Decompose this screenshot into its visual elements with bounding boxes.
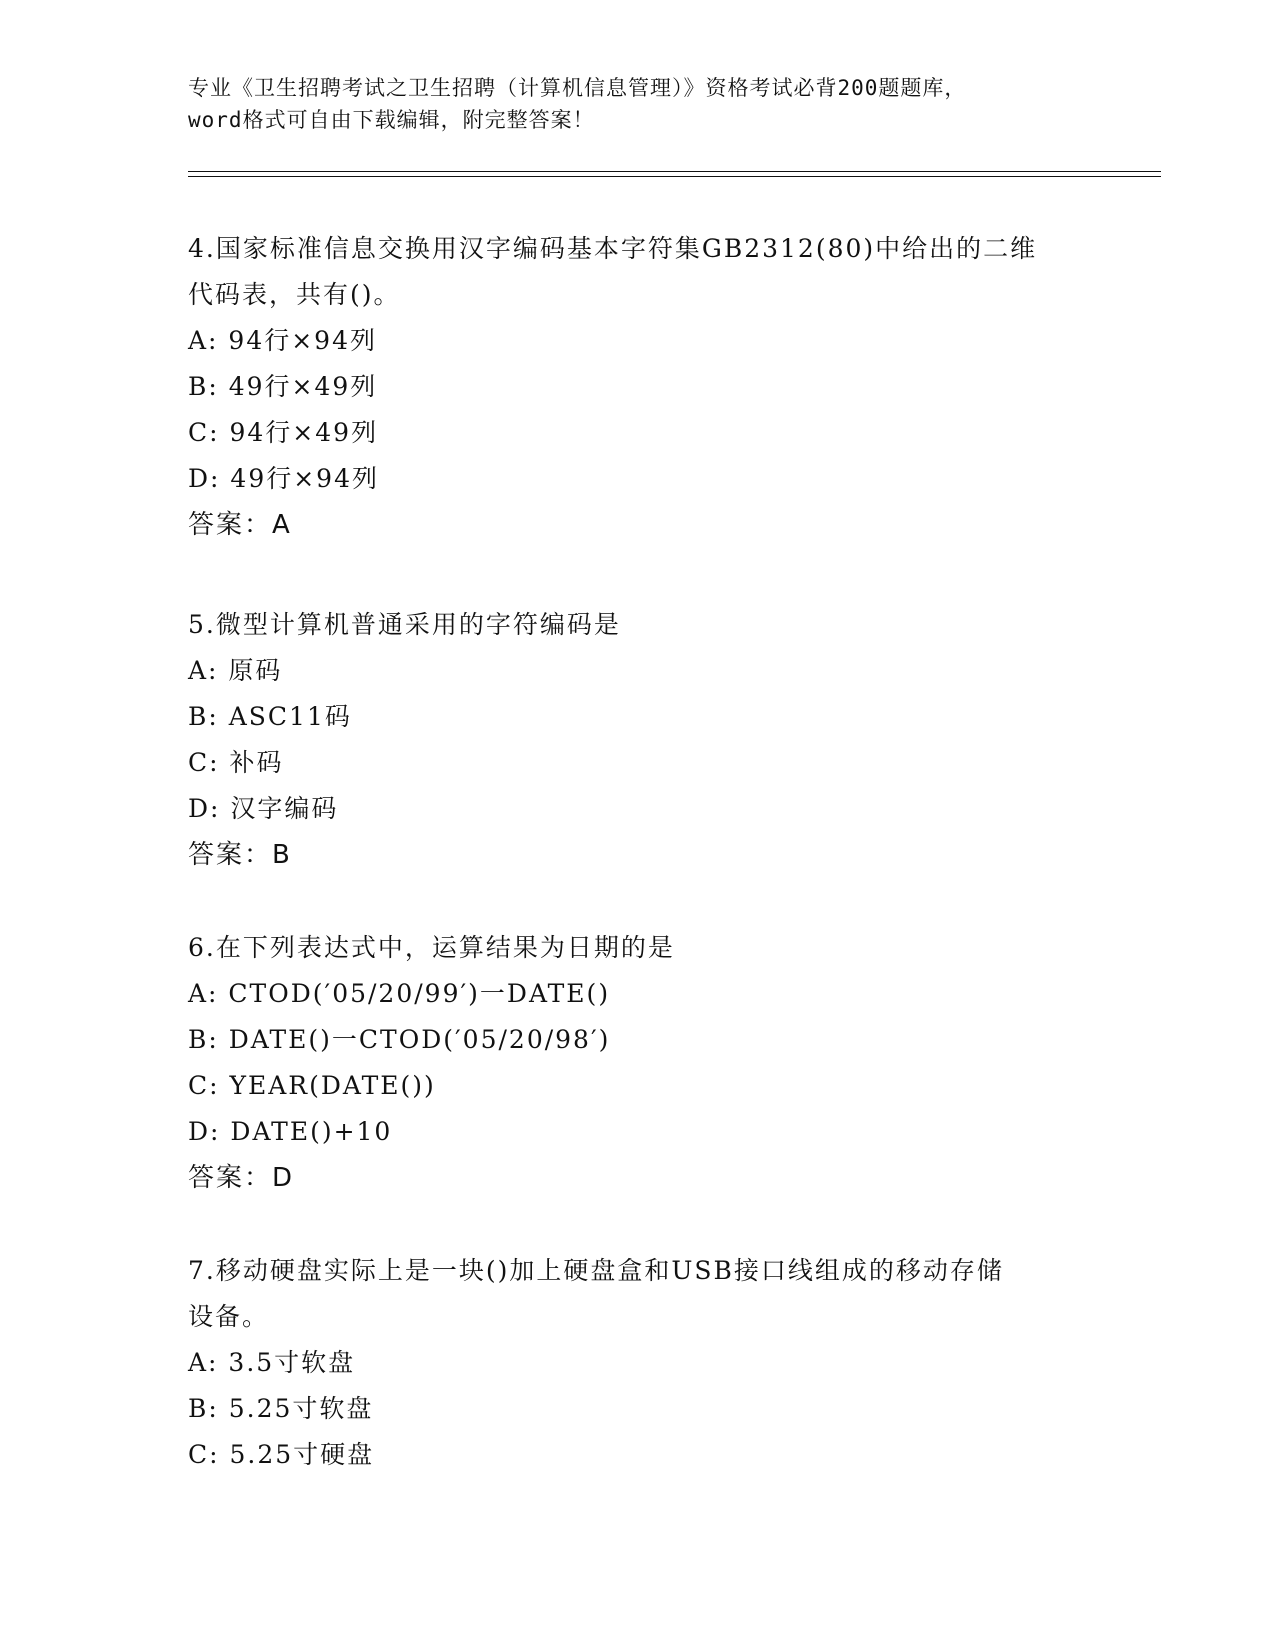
header-rule-bottom: [188, 176, 1161, 177]
option-a: A: 3.5寸软盘: [188, 1348, 356, 1377]
header-line-2: word格式可自由下载编辑，附完整答案！: [188, 108, 595, 132]
option-b: B: 49行×49列: [188, 372, 378, 401]
question-stem: 代码表，共有()。: [188, 280, 401, 309]
option-c: C: 94行×49列: [188, 418, 379, 447]
option-d: D: DATE()+10: [188, 1117, 393, 1146]
option-b: B: DATE()一CTOD(′05/20/98′): [188, 1025, 611, 1054]
question-5: [188, 602, 1088, 878]
option-a: A: 原码: [188, 656, 283, 685]
option-a: A: 94行×94列: [188, 326, 377, 355]
question-stem: 4.国家标准信息交换用汉字编码基本字符集GB2312(80)中给出的二维: [188, 234, 1038, 263]
answer-text: 答案：A: [188, 510, 292, 540]
question-7: [188, 1248, 1088, 1478]
option-b: B: 5.25寸软盘: [188, 1394, 374, 1423]
option-c: C: 5.25寸硬盘: [188, 1440, 375, 1469]
option-a: A: CTOD(′05/20/99′)一DATE(): [188, 979, 611, 1008]
option-c: C: 补码: [188, 748, 284, 777]
option-c: C: YEAR(DATE()): [188, 1071, 436, 1100]
option-d: D: 49行×94列: [188, 464, 379, 493]
question-4: [188, 226, 1088, 548]
question-stem: 6.在下列表达式中，运算结果为日期的是: [188, 933, 675, 962]
document-header: [188, 72, 1088, 136]
option-d: D: 汉字编码: [188, 794, 339, 823]
header-rule-top: [188, 171, 1161, 172]
option-b: B: ASC11码: [188, 702, 352, 731]
question-stem: 7.移动硬盘实际上是一块()加上硬盘盒和USB接口线组成的移动存储: [188, 1256, 1004, 1285]
question-6: [188, 925, 1088, 1201]
header-line-1: 专业《卫生招聘考试之卫生招聘（计算机信息管理）》资格考试必背200题题库，: [188, 76, 967, 100]
question-stem: 5.微型计算机普通采用的字符编码是: [188, 610, 621, 639]
answer-text: 答案：D: [188, 1163, 295, 1193]
answer-text: 答案：B: [188, 840, 292, 870]
question-stem: 设备。: [188, 1302, 270, 1331]
